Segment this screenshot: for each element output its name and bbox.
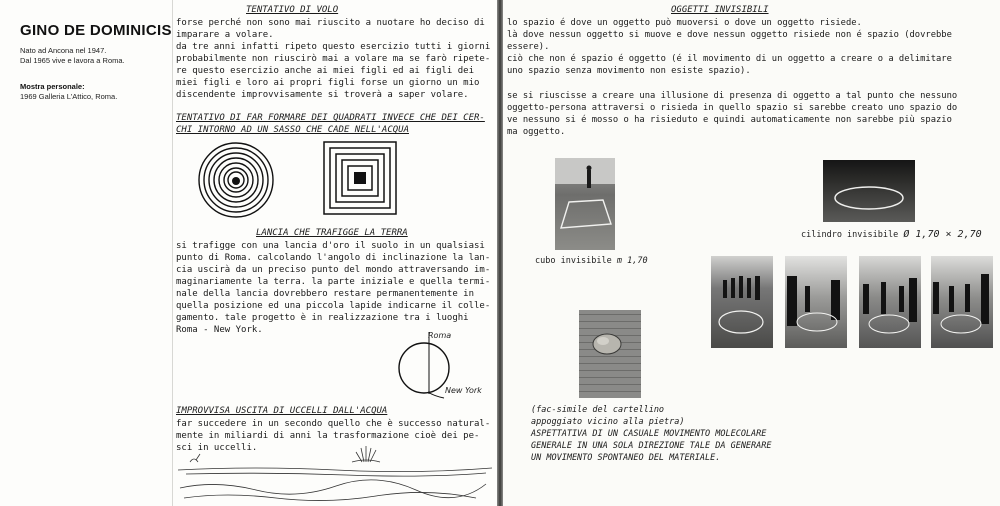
text-line: mente in miliardi di anni la trasformazione cioè dei pe- (176, 431, 480, 441)
text-line: sci in uccelli. (176, 443, 258, 453)
facsimile-note (531, 404, 685, 428)
concentric-squares-drawing (322, 140, 398, 216)
section-title-quadrati (176, 112, 485, 136)
text-line: punto di Roma. calcolando l'angolo di inclinazione la lan- (176, 253, 491, 263)
text-line: Roma - New York. (176, 325, 263, 335)
text-line: nale della lancia dovrebbero restare permanentemente in (176, 289, 475, 299)
caption-cubo (535, 256, 648, 266)
caption-cubo-dim: m 1,70 (616, 256, 648, 266)
right-page (503, 0, 1000, 506)
photo-visitors-3 (859, 256, 921, 348)
birds-water-sketch (176, 440, 494, 504)
text-line: da tre anni infatti ripeto questo esercizio tutti i giorni (176, 42, 491, 52)
bio-line: Dal 1965 vive e lavora a Roma. (20, 56, 125, 65)
right-text-block-2 (507, 90, 957, 138)
artist-name: GINO DE DOMINICIS (20, 22, 172, 39)
text-line: far succedere in un secondo quello che è successo natural- (176, 419, 491, 429)
section-title-volo: TENTATIVO DI VOLO (246, 5, 339, 15)
text-line: se si riuscisse a creare una illusione di presenza di oggetto a tal punto che nessuno (507, 91, 958, 101)
right-text-block-1 (507, 17, 952, 77)
text-line: cia uscirà da un preciso punto del mondo attraversando im- (176, 265, 491, 275)
text-line: quella posizione ed una piccola lapide indicarne il colle- (176, 301, 491, 311)
text-line: imparare a volare. (176, 30, 274, 40)
text-line: discendente improvvisamente si troverà a saper volare. (176, 90, 469, 100)
text-line: lo spazio é dove un oggetto può muoversi o dove un oggetto risiede. (507, 18, 862, 28)
right-page-title: OGGETTI INVISIBILI (671, 5, 769, 15)
title-line: TENTATIVO DI FAR FORMARE DEI QUADRATI INVECE CHE DEI CER- (176, 113, 485, 123)
text-line: GENERALE IN UNA SOLA DIREZIONE TALE DA GENERARE (531, 441, 772, 451)
text-line: ciò che non é spazio é oggetto (é il movimento di un oggetto a creare o a delimitare (507, 54, 952, 64)
photo-visitors-2 (785, 256, 847, 348)
label-new-york: New York (445, 386, 482, 395)
show-item: 1969 Galleria L'Attico, Roma. (20, 92, 118, 101)
photo-cubo-invisibile (555, 158, 615, 250)
photo-visitors-4 (931, 256, 993, 348)
text-line: maginariamente la terra. la parte iniziale e quella termi- (176, 277, 491, 287)
caption-cilindro-label: cilindro invisibile (801, 230, 899, 240)
left-page (0, 0, 497, 506)
text-line: uno spazio senza movimento non esiste spazio). (507, 66, 751, 76)
text-line: forse perché non sono mai riuscito a nuotare ho deciso di (176, 18, 485, 28)
text-line: appoggiato vicino alla pietra) (531, 417, 685, 427)
photo-pietra (579, 310, 641, 398)
artist-info-column (0, 0, 173, 506)
text-line: UN MOVIMENTO SPONTANEO DEL MATERIALE. (531, 453, 721, 463)
caption-cilindro (801, 229, 982, 240)
title-line: CHI INTORNO AD UN SASSO CHE CADE NELL'ACQUA (176, 125, 409, 135)
section-title-uccelli: IMPROVVISA USCITA DI UCCELLI DALL'ACQUA (176, 406, 388, 416)
text-line: ASPETTATIVA DI UN CASUALE MOVIMENTO MOLECOLARE (531, 429, 767, 439)
pietra-text (531, 428, 772, 464)
bio-line: Nato ad Ancona nel 1947. (20, 46, 107, 55)
text-line: (fac-simile del cartellino (531, 405, 665, 415)
concentric-circles-drawing (196, 140, 276, 220)
artist-bio (20, 46, 125, 66)
text-line: gamento. tale progetto è in realizzazione tra i luoghi (176, 313, 469, 323)
text-line: essere). (507, 42, 550, 52)
text-line: miei figli e loro ai propri figli forse un giorno un mio (176, 78, 480, 88)
photo-cilindro-invisibile (823, 160, 915, 222)
text-line: ve nessuno si é mosso o ha risieduto e quindi automaticamente non sarebbe più spazio (507, 115, 952, 125)
text-line: si trafigge con una lancia d'oro il suolo in un qualsiasi (176, 241, 485, 251)
caption-cilindro-dim: Ø 1,70 × 2,70 (903, 229, 982, 240)
text-line: là dove nessun oggetto si muove e dove nessun oggetto risiede non é spazio (dovrebbe (507, 30, 952, 40)
label-roma: Roma (428, 331, 452, 340)
show-heading: Mostra personale: (20, 82, 85, 91)
text-line: ma oggetto. (507, 127, 566, 137)
photo-visitors-1 (711, 256, 773, 348)
text-line: probabilmente non riuscirò mai a volare ma se farò ripete- (176, 54, 491, 64)
section-text-lancia (176, 240, 490, 336)
section-title-lancia: LANCIA CHE TRAFIGGE LA TERRA (256, 228, 408, 238)
text-line: oggetto-persona attraversi o risieda in quello spazio si sarebbe creato uno spazio do (507, 103, 958, 113)
caption-cubo-label: cubo invisibile (535, 256, 612, 266)
text-line: re questo esercizio anche ai miei figli ed ai figli dei (176, 66, 475, 76)
section-text-volo (176, 17, 490, 101)
